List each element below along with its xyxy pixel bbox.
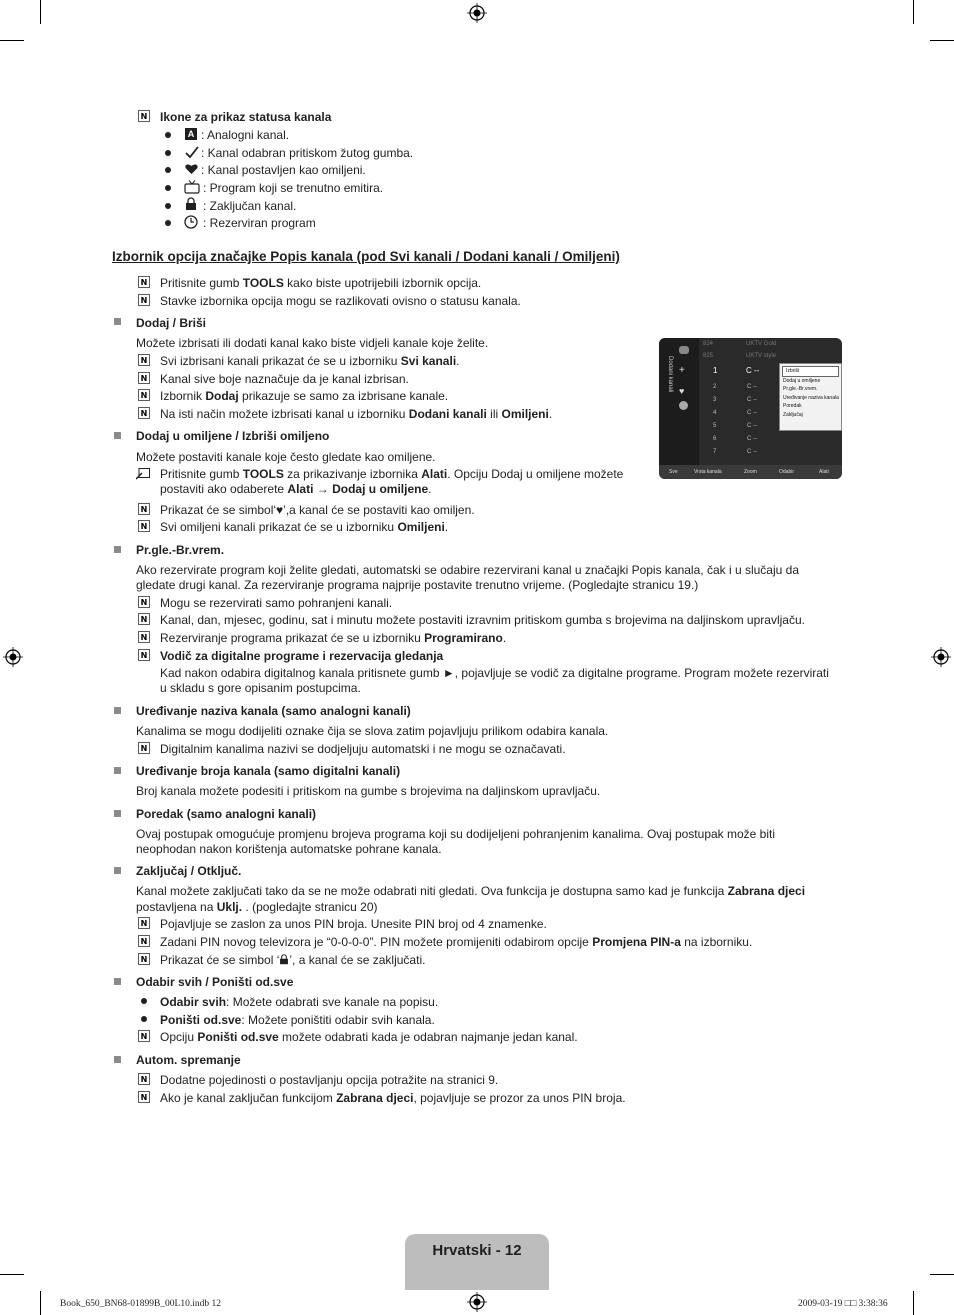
zakljucaj-p2: postavljena na Uklj. . (pogledajte stranicu 20)	[136, 900, 378, 914]
registration-mark-icon	[3, 647, 23, 667]
note-icon	[138, 742, 150, 754]
note-icon	[138, 1073, 150, 1085]
intro-note-2: Stavke izbornika opcija mogu se razlikovati ovisno o statusu kanala.	[160, 294, 521, 308]
crop-mark	[0, 40, 24, 41]
intro-note-1: Pritisnite gumb TOOLS kako biste upotrijebili izbornik opcija.	[160, 276, 482, 290]
svg-text:N: N	[140, 278, 148, 287]
broj-title: Uređivanje broja kanala (samo digitalni kanali)	[136, 764, 401, 778]
note-icon	[138, 354, 150, 366]
naziv-title: Uređivanje naziva kanala (samo analogni kanali)	[136, 704, 411, 718]
omiljeno-note-1: Prikazat će se simbol‘♥’,a kanal će se postaviti kao omiljen.	[160, 503, 475, 517]
naziv-body: Kanalima se mogu dodijeliti oznake čija se slova zatim pojavljuju prilikom odabira kanala.	[136, 724, 609, 738]
crop-mark	[40, 0, 41, 24]
lock-icon	[279, 953, 289, 969]
bullet	[165, 132, 171, 138]
note-icon	[138, 294, 150, 306]
tv-bottom-label: Sve	[669, 469, 678, 475]
svg-text:N: N	[140, 744, 148, 753]
bullet	[165, 167, 171, 173]
tools-menu-item[interactable]: Uređivanje naziva kanala	[783, 394, 839, 401]
svg-text:N: N	[140, 633, 148, 642]
svg-text:N: N	[140, 651, 148, 660]
odabir-bullet-2: Poništi od.sve: Možete poništiti odabir svih kanala.	[160, 1013, 435, 1027]
crop-mark	[0, 1274, 24, 1275]
bullet	[141, 998, 147, 1004]
svg-text:N: N	[140, 374, 148, 383]
crop-mark	[930, 40, 954, 41]
tools-menu	[779, 363, 842, 431]
dodaj-note-4: Na isti način možete izbrisati kanal u izborniku Dodani kanali ili Omiljeni.	[160, 407, 553, 421]
status-icons-title: Ikone za prikaz statusa kanala	[160, 110, 332, 124]
section-square-icon	[114, 432, 121, 439]
dodaj-note-2: Kanal sive boje naznačuje da je kanal izbrisan.	[160, 372, 409, 386]
note-icon	[138, 596, 150, 608]
poredak-p1: Ovaj postupak omogućuje promjenu brojeva programa koji su dodijeljeni pohranjenim kanalima. Ovaj postupak može biti	[136, 827, 776, 841]
prgle-title: Pr.gle.-Br.vrem.	[136, 543, 225, 557]
section-square-icon	[114, 707, 121, 714]
dodaj-note-1: Svi izbrisani kanali prikazat će se u izborniku Svi kanali.	[160, 354, 460, 368]
section-square-icon	[114, 1056, 121, 1063]
omiljeno-note-2: Svi omiljeni kanali prikazat će se u izborniku Omiljeni.	[160, 520, 449, 534]
zakljucaj-title: Zaključaj / Otključ.	[136, 864, 242, 878]
broj-body: Broj kanala možete podesiti i pritiskom na gumbe s brojevima na daljinskom upravljaču.	[136, 784, 601, 798]
add-icon: +	[679, 365, 685, 376]
note-icon	[138, 407, 150, 419]
channel-list-screenshot	[659, 338, 842, 479]
tools-menu-item[interactable]: Poredak	[783, 403, 802, 409]
prgle-p1: Ako rezervirate program koji želite gledati, automatski se odabire rezervirani kanal u značajki Popis kanala, čak i u slučaju da	[136, 563, 799, 577]
tools-menu-item[interactable]: Zaključaj	[783, 411, 803, 418]
svg-text:N: N	[140, 356, 148, 365]
tv-row: 5 C --	[713, 423, 757, 429]
svg-text:N: N	[140, 522, 148, 531]
heart-icon	[185, 163, 198, 178]
status-icon-text: : Program koji se trenutno emitira.	[203, 181, 384, 195]
note-icon	[138, 613, 150, 625]
page-label: Hrvatski - 12	[432, 1242, 522, 1259]
note-icon	[138, 953, 150, 965]
crop-mark	[40, 1291, 41, 1315]
tv-row: 2 C --	[713, 384, 757, 390]
tv-icon	[184, 180, 200, 197]
crop-mark	[930, 1274, 954, 1275]
tv-sidebar	[659, 338, 699, 465]
heart-icon: ♥	[679, 386, 685, 396]
note-icon	[138, 372, 150, 384]
tools-menu-item[interactable]: Izbriši	[782, 366, 839, 377]
zakljucaj-p1: Kanal možete zaključati tako da se ne može odabrati niti gledati. Ova funkcija je dostupna samo kad je funkcija Zabrana djeci	[136, 884, 806, 898]
bullet	[141, 1016, 147, 1022]
poredak-title: Poredak (samo analogni kanali)	[136, 807, 317, 821]
note-icon	[138, 917, 150, 929]
odabir-title: Odabir svih / Poništi od.sve	[136, 975, 294, 989]
odabir-note-1: Opciju Poništi od.sve možete odabrati kada je odabran najmanje jedan kanal.	[160, 1030, 578, 1044]
note-icon	[138, 1030, 150, 1042]
lock-icon	[185, 197, 197, 214]
analog-a-icon: A	[185, 128, 197, 140]
tv-side-label: Dodani kanali	[667, 356, 673, 393]
tv-row: 7 C --	[713, 449, 757, 455]
svg-text:N: N	[140, 598, 148, 607]
footer-date: 2009-03-19 □□ 3:38:36	[798, 1299, 888, 1309]
prgle-note-4: Vodič za digitalne programe i rezervacija gledanja	[160, 649, 444, 663]
naziv-note-1: Digitalnim kanalima nazivi se dodjeljuju automatski i ne mogu se označavati.	[160, 742, 566, 756]
heart-icon: ♥	[276, 503, 284, 517]
prgle-note-4-p1: Kad nakon odabira digitalnog kanala pritisnete gumb ►, pojavljuje se vodič za digitalne programe. Program možete rezervirati	[160, 666, 829, 680]
note-icon	[138, 935, 150, 947]
dodaj-title: Dodaj / Briši	[136, 316, 207, 330]
svg-text:N: N	[140, 391, 148, 400]
tools-menu-item[interactable]: Dodaj u omiljene	[783, 377, 821, 384]
svg-text:N: N	[140, 505, 148, 514]
status-icon-text: : Kanal odabran pritiskom žutog gumba.	[201, 146, 414, 160]
section-square-icon	[114, 978, 121, 985]
bullet	[165, 185, 171, 191]
prgle-note-2: Kanal, dan, mjesec, godinu, sat i minutu možete postaviti izravnim pritiskom gumba s brojevima na daljinskom upravljaču.	[160, 613, 805, 627]
tools-menu-item[interactable]: Pr.gle.-Br.vrem.	[783, 386, 818, 392]
satellite-icon	[679, 346, 689, 354]
status-icon-text: : Zaključan kanal.	[203, 199, 297, 213]
zakljucaj-note-1: Pojavljuje se zaslon za unos PIN broja. Unesite PIN broj od 4 znamenke.	[160, 917, 547, 931]
svg-text:N: N	[140, 1093, 148, 1102]
tv-row: 824 UKTV Gold	[703, 341, 777, 347]
registration-mark-icon	[467, 3, 487, 23]
dodaj-note-3: Izbornik Dodaj prikazuje se samo za izbrisane kanale.	[160, 389, 449, 403]
bullet	[165, 220, 171, 226]
prgle-note-4-p2: u skladu s gore opisanim postupcima.	[160, 681, 361, 695]
status-icon-text: : Rezerviran program	[203, 216, 316, 230]
zakljucaj-note-2: Zadani PIN novog televizora je “0-0-0-0”. PIN možete promijeniti odabirom opcije Promjena PIN-a na izborniku.	[160, 935, 753, 949]
autom-note-1: Dodatne pojedinosti o postavljanju opcija potražite na stranici 9.	[160, 1073, 499, 1087]
dodaj-body: Možete izbrisati ili dodati kanal kako biste vidjeli kanale koje želite.	[136, 336, 489, 350]
note-icon	[138, 389, 150, 401]
section-title: Izbornik opcija značajke Popis kanala (pod Svi kanali / Dodani kanali / Omiljeni)	[112, 249, 620, 264]
section-square-icon	[114, 318, 121, 325]
bullet	[165, 150, 171, 156]
status-icon-text: : Kanal postavljen kao omiljeni.	[201, 163, 366, 177]
clock-icon	[184, 215, 198, 232]
registration-mark-icon	[931, 647, 951, 667]
zakljucaj-note-3: Prikazat će se simbol ‘ ’, a kanal će se zaključati.	[160, 953, 426, 967]
tv-row-selected: 1 C --	[713, 366, 760, 375]
tv-bottom-bar	[659, 465, 842, 479]
note-icon	[138, 503, 150, 515]
autom-note-2: Ako je kanal zaključan funkcijom Zabrana djeci, pojavljuje se prozor za unos PIN broja.	[160, 1091, 626, 1105]
crop-mark	[913, 0, 914, 24]
note-icon	[138, 110, 150, 122]
svg-text:N: N	[140, 1075, 148, 1084]
section-square-icon	[114, 767, 121, 774]
omiljeno-body: Možete postaviti kanale koje često gledate kao omiljene.	[136, 450, 436, 464]
note-icon	[138, 520, 150, 532]
tools-icon	[136, 468, 150, 483]
omiljeno-tools-line-1: Pritisnite gumb TOOLS za prikazivanje izbornika Alati. Opciju Dodaj u omiljene možete	[160, 467, 624, 481]
note-icon	[138, 1091, 150, 1103]
tv-bottom-label: Alati	[819, 469, 829, 475]
section-square-icon	[114, 546, 121, 553]
svg-text:N: N	[140, 112, 148, 121]
status-icon-text: : Analogni kanal.	[201, 128, 290, 142]
tv-row: 6 C --	[713, 436, 757, 442]
section-square-icon	[114, 810, 121, 817]
svg-text:N: N	[140, 615, 148, 624]
tv-bottom-label: Vrsta kanala	[694, 469, 722, 475]
footer-file: Book_650_BN68-01899B_00L10.indb 12	[60, 1299, 221, 1309]
odabir-bullet-1: Odabir svih: Možete odabrati sve kanale na popisu.	[160, 995, 439, 1009]
prgle-note-3: Rezerviranje programa prikazat će se u izborniku Programirano.	[160, 631, 507, 645]
svg-text:N: N	[140, 1032, 148, 1041]
tv-row: 825 UKTV style	[703, 353, 777, 359]
check-icon	[185, 146, 199, 162]
tv-bottom-label: Odabir	[779, 469, 795, 475]
prgle-note-1: Mogu se rezervirati samo pohranjeni kanali.	[160, 596, 393, 610]
tv-bottom-label: Zoom	[744, 469, 757, 475]
note-icon	[138, 631, 150, 643]
svg-text:N: N	[140, 919, 148, 928]
svg-text:N: N	[140, 937, 148, 946]
registration-mark-icon	[467, 1292, 487, 1312]
section-square-icon	[114, 867, 121, 874]
svg-text:N: N	[140, 955, 148, 964]
clock-icon	[679, 401, 688, 410]
autom-title: Autom. spremanje	[136, 1053, 241, 1067]
omiljeno-title: Dodaj u omiljene / Izbriši omiljeno	[136, 429, 330, 443]
tv-row: 3 C --	[713, 397, 757, 403]
prgle-p2: gledate drugi kanal. Za rezerviranje programa najprije postavite trenutno vrijeme. (Pogledajte stranicu 19.)	[136, 578, 699, 592]
poredak-p2: neophodan nakon korištenja automatske pohrane kanala.	[136, 842, 442, 856]
tv-row: 4 C --	[713, 410, 757, 416]
note-icon	[138, 276, 150, 288]
svg-text:N: N	[140, 296, 148, 305]
bullet	[165, 203, 171, 209]
svg-text:N: N	[140, 409, 148, 418]
omiljeno-tools-line-2: postaviti ako odaberete Alati → Dodaj u omiljene.	[160, 482, 432, 496]
crop-mark	[913, 1291, 914, 1315]
note-icon	[138, 649, 150, 661]
